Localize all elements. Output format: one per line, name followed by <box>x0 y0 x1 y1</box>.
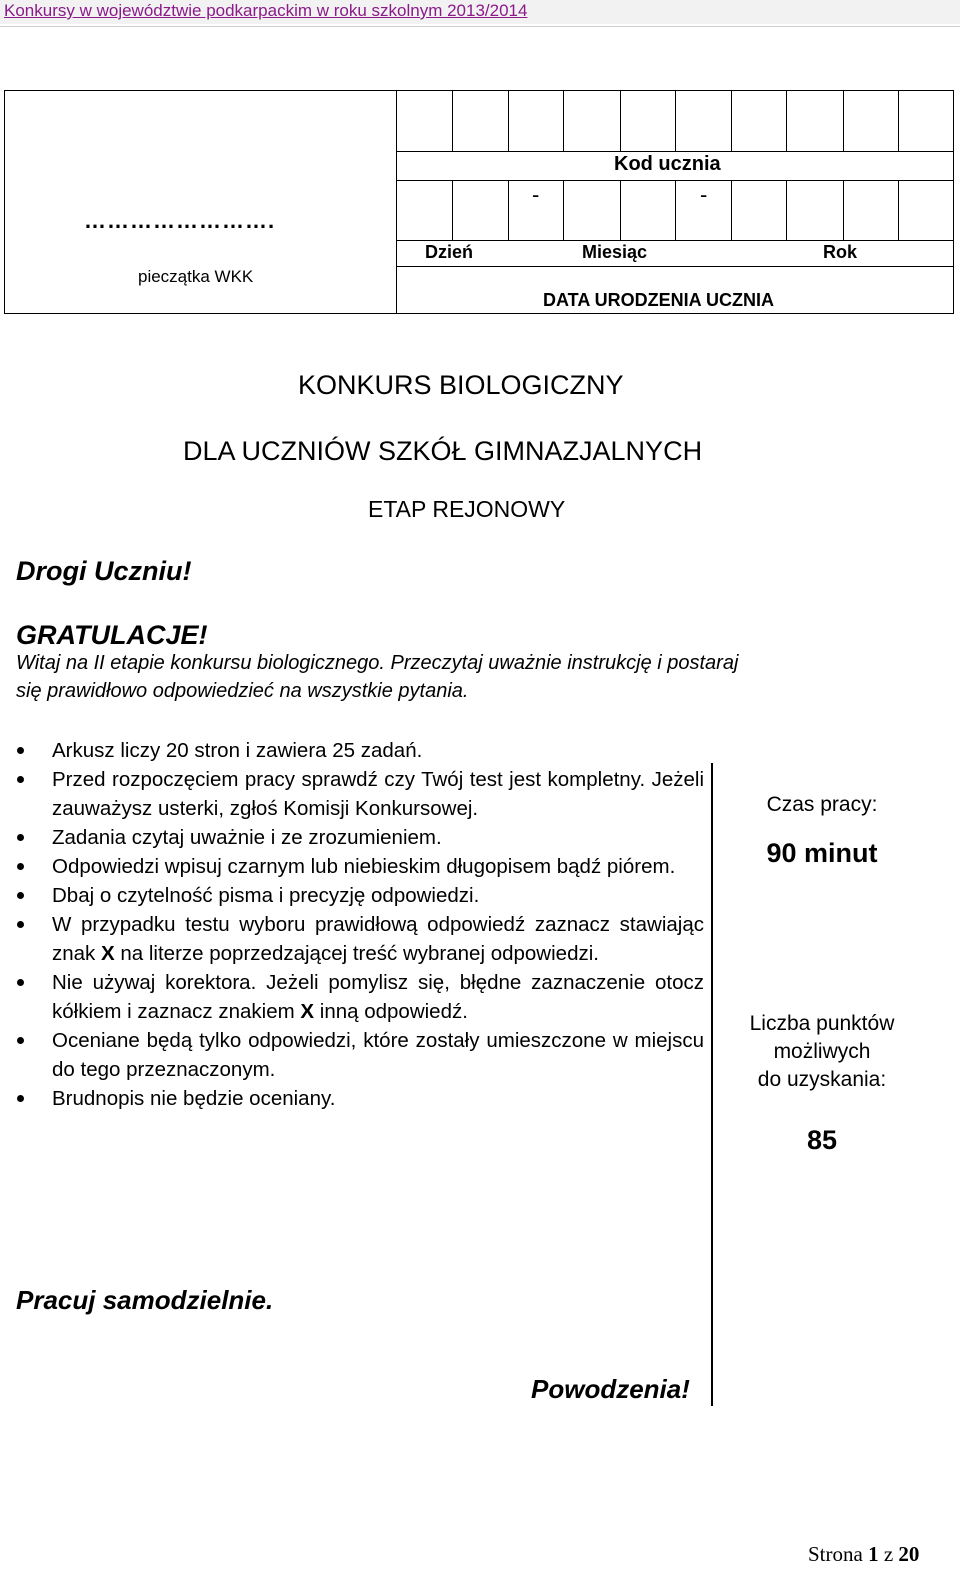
code-box-divider <box>620 91 621 151</box>
bullet-icon <box>17 776 24 783</box>
work-time-value: 90 minut <box>766 838 878 868</box>
contest-subtitle: DLA UCZNIÓW SZKÓŁ GIMNAZJALNYCH <box>183 436 703 466</box>
date-box-divider <box>675 180 676 240</box>
page-word: Strona <box>808 1542 863 1566</box>
instruction-item: Arkusz liczy 20 stron i zawiera 25 zadań. <box>16 736 704 765</box>
stamp-cell-border <box>396 91 397 313</box>
birthdate-label: DATA URODZENIA UCZNIA <box>543 290 774 310</box>
max-points-label: Liczba punktów <box>749 1012 895 1035</box>
intro-text: się prawidłowo odpowiedzieć na wszystkie pytania. <box>16 680 469 702</box>
code-box-divider <box>843 91 844 151</box>
code-row-bottom <box>396 151 954 152</box>
code-box-divider <box>786 91 787 151</box>
instruction-item: Odpowiedzi wpisuj czarnym lub niebieskim długopisem bądź piórem. <box>16 852 704 881</box>
stamp-label: pieczątka WKK <box>138 267 254 286</box>
bullet-icon <box>17 747 24 754</box>
intro-text: Witaj na II etapie konkursu biologicznego. Przeczytaj uważnie instrukcję i postaraj <box>16 652 739 674</box>
page-total: 20 <box>898 1542 920 1566</box>
good-luck-note: Powodzenia! <box>531 1374 690 1404</box>
date-label-row-bottom <box>396 266 954 267</box>
work-time-label: Czas pracy: <box>766 793 878 816</box>
bullet-icon <box>17 1095 24 1102</box>
code-box-divider <box>675 91 676 151</box>
max-points-label: do uzyskania: <box>757 1068 887 1091</box>
bullet-icon <box>17 863 24 870</box>
date-box-divider <box>563 180 564 240</box>
date-box-divider <box>786 180 787 240</box>
year-label: Rok <box>823 242 858 262</box>
bullet-icon <box>17 834 24 841</box>
max-points-value: 85 <box>806 1125 838 1155</box>
bullet-icon <box>17 921 24 928</box>
date-box-divider <box>843 180 844 240</box>
mark-x: X <box>101 942 115 965</box>
code-box-divider <box>563 91 564 151</box>
instruction-item: W przypadku testu wyboru prawidłową odpowiedź zaznacz stawiając znak X na literze poprzedzającej treść wybranej odpowiedzi. <box>16 910 704 968</box>
code-box-divider <box>508 91 509 151</box>
instruction-item: Nie używaj korektora. Jeżeli pomylisz się, błędne zaznaczenie otocz kółkiem i zaznacz znakiem X inną odpowiedź. <box>16 968 704 1026</box>
bullet-icon <box>17 1037 24 1044</box>
congratulations: GRATULACJE! <box>16 620 208 650</box>
page-counter <box>808 1542 919 1567</box>
work-alone-note: Pracuj samodzielnie. <box>16 1285 274 1315</box>
date-separator: - <box>700 182 708 207</box>
max-points-label: możliwych <box>773 1040 871 1063</box>
instruction-item: Przed rozpoczęciem pracy sprawdź czy Twój test jest kompletny. Jeżeli zauważysz usterki, zgłoś Komisji Konkursowej. <box>16 765 704 823</box>
contest-stage: ETAP REJONOWY <box>368 496 566 522</box>
student-code-label: Kod ucznia <box>614 153 721 175</box>
instruction-item: Dbaj o czytelność pisma i precyzję odpowiedzi. <box>16 881 704 910</box>
code-box-divider <box>898 91 899 151</box>
date-box-divider <box>620 180 621 240</box>
bullet-icon <box>17 892 24 899</box>
bullet-icon <box>17 979 24 986</box>
header-divider <box>0 26 960 27</box>
day-label: Dzień <box>425 242 474 262</box>
competition-link[interactable]: Konkursy w województwie podkarpackim w roku szkolnym 2013/2014 <box>4 1 528 20</box>
date-box-divider <box>898 180 899 240</box>
code-box-divider <box>452 91 453 151</box>
instruction-item: Oceniane będą tylko odpowiedzi, które zostały umieszczone w miejscu do tego przeznaczonym. <box>16 1026 704 1084</box>
mark-x: X <box>300 1000 315 1023</box>
instructions-list <box>16 736 704 1113</box>
code-box-divider <box>731 91 732 151</box>
date-box-divider <box>452 180 453 240</box>
date-box-divider <box>731 180 732 240</box>
date-box-divider <box>508 180 509 240</box>
instruction-item: Zadania czytaj uważnie i ze zrozumieniem. <box>16 823 704 852</box>
of-word: z <box>883 1542 894 1566</box>
page-header <box>0 0 960 24</box>
date-separator: - <box>532 182 540 207</box>
greeting: Drogi Uczniu! <box>16 556 192 586</box>
month-label: Miesiąc <box>582 242 648 262</box>
stamp-placeholder: ……………………. <box>84 208 276 233</box>
page-number: 1 <box>868 1542 879 1566</box>
date-row-bottom <box>396 240 954 241</box>
contest-title: KONKURS BIOLOGICZNY <box>298 370 624 400</box>
instruction-item: Brudnopis nie będzie oceniany. <box>16 1084 704 1113</box>
